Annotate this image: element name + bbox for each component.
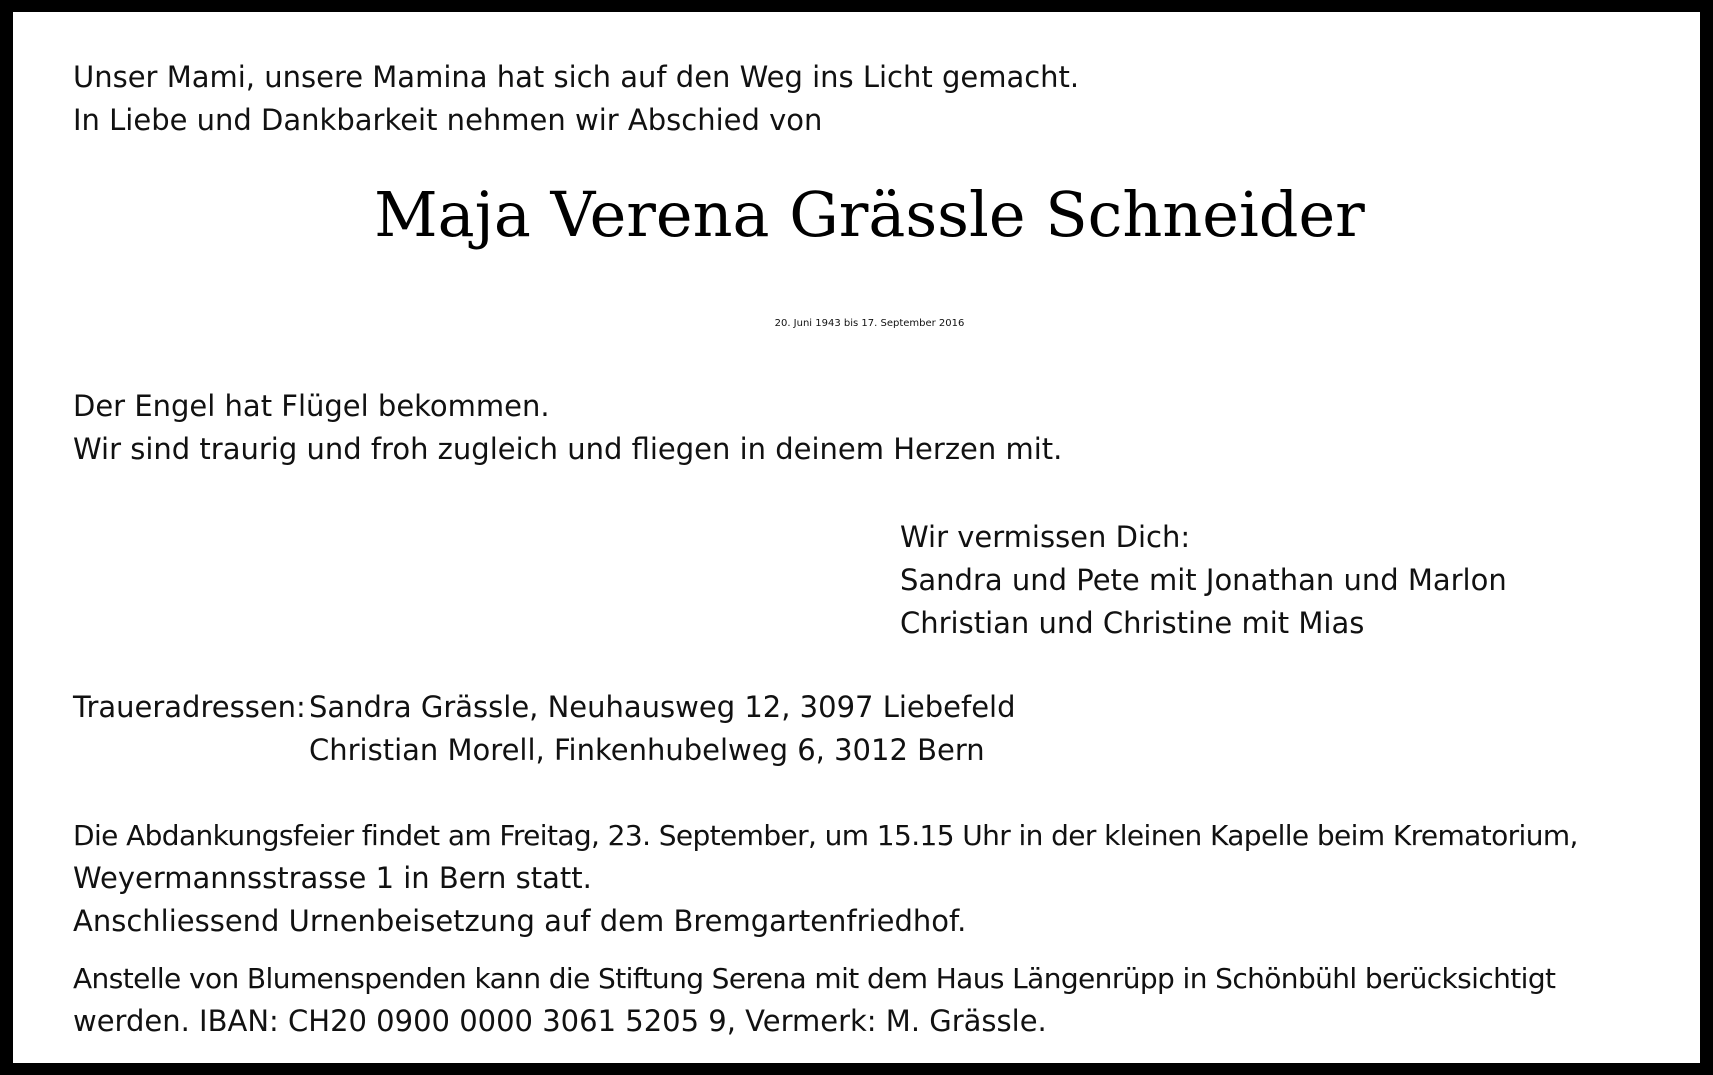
service-line-1: Die Abdankungsfeier findet am Freitag, 23. September, um 15.15 Uhr in der kleinen Kapelle beim Krematorium, <box>73 819 1578 852</box>
mourners-line-1: Sandra und Pete mit Jonathan und Marlon <box>900 563 1507 597</box>
address-2: Christian Morell, Finkenhubelweg 6, 3012 Bern <box>309 733 985 767</box>
addresses-label: Traueradressen: <box>73 690 306 724</box>
intro-line-2: In Liebe und Dankbarkeit nehmen wir Abschied von <box>73 103 823 137</box>
donation-line-1: Anstelle von Blumenspenden kann die Stiftung Serena mit dem Haus Längenrüpp in Schönbühl berücksichtigt <box>73 962 1556 995</box>
mourners-heading: Wir vermissen Dich: <box>900 520 1191 554</box>
deceased-name: Maja Verena Grässle Schneider <box>374 178 1365 251</box>
donation-line-2: werden. IBAN: CH20 0900 0000 3061 5205 9, Vermerk: M. Grässle. <box>73 1004 1047 1038</box>
address-1: Sandra Grässle, Neuhausweg 12, 3097 Liebefeld <box>309 690 1016 724</box>
service-line-3: Anschliessend Urnenbeisetzung auf dem Bremgartenfriedhof. <box>73 904 967 938</box>
life-dates: 20. Juni 1943 bis 17. September 2016 <box>774 318 965 329</box>
service-line-2: Weyermannsstrasse 1 in Bern statt. <box>73 861 592 895</box>
intro-line-1: Unser Mami, unsere Mamina hat sich auf den Weg ins Licht gemacht. <box>73 60 1080 94</box>
verse-line-1: Der Engel hat Flügel bekommen. <box>73 389 550 423</box>
mourners-line-2: Christian und Christine mit Mias <box>900 606 1365 640</box>
verse-line-2: Wir sind traurig und froh zugleich und fliegen in deinem Herzen mit. <box>73 432 1063 466</box>
